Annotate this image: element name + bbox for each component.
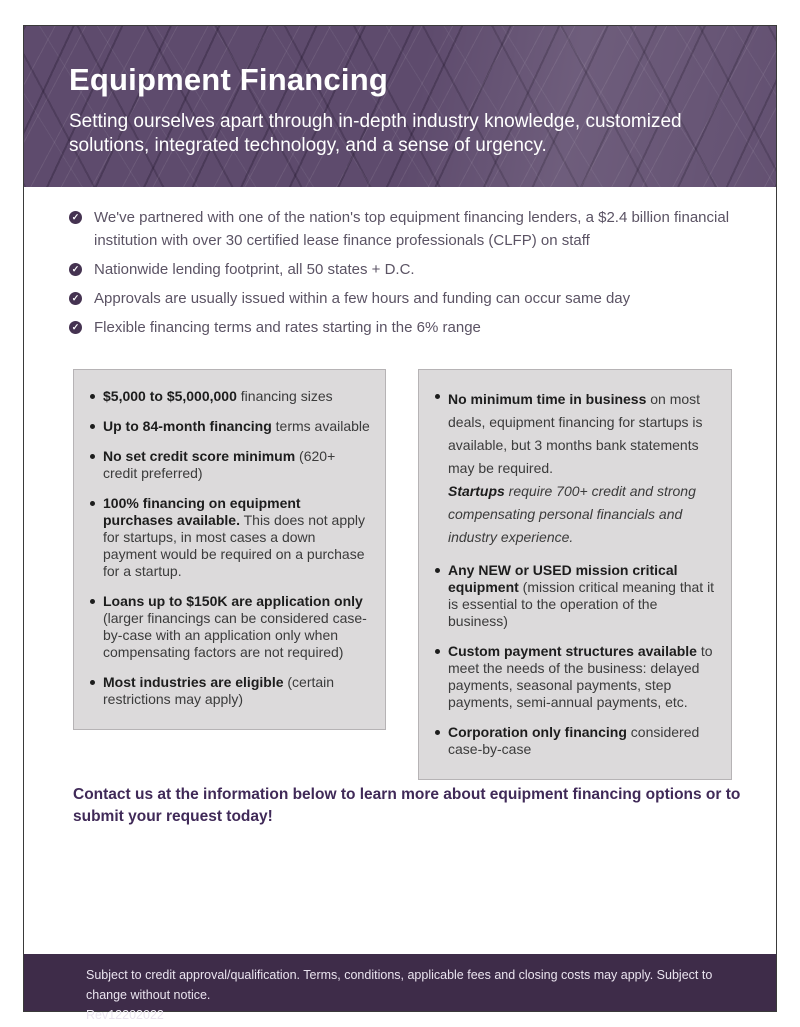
bullet-text: We've partnered with one of the nation's top equipment financing lenders, a $2.4 billion financial institution with over 30 certified lease finance professionals (CLFP) on staff (94, 209, 730, 249)
info-box-right (418, 369, 732, 780)
box-bullet (90, 418, 371, 435)
contact-line-1: Contact us at the information below to learn more about equipment financing options or to (73, 786, 741, 803)
info-box-left (73, 369, 386, 730)
box-bullet (90, 388, 371, 405)
page-title: Equipment Financing (69, 62, 388, 97)
intro-bullet (69, 287, 759, 310)
bullet-dot-icon (90, 394, 95, 399)
check-circle-icon: ✓ (69, 263, 82, 276)
bullet-dot-icon (435, 649, 440, 654)
bullet-text: No set credit score minimum (620+ credit preferred) (103, 448, 336, 481)
flyer-page (23, 25, 777, 1022)
bullet-text: Most industries are eligible (certain restrictions may apply) (103, 674, 335, 707)
intro-bullet (69, 258, 759, 281)
box-bullet (90, 593, 371, 661)
box-bullet (435, 643, 717, 711)
bullet-dot-icon (435, 394, 440, 399)
page-subtitle: Setting ourselves apart through in-depth industry knowledge, customized solutions, integrated technology, and a sense of urgency. (69, 111, 682, 156)
bullet-text: Up to 84-month financing terms available (103, 418, 370, 434)
box-bullet (435, 724, 717, 758)
bullet-dot-icon (90, 501, 95, 506)
bullet-text: 100% financing on equipment purchases available. This does not apply for startups, in most cases a down payment would be required on a purchase for a startup. (103, 495, 366, 579)
bullet-text: $5,000 to $5,000,000 financing sizes (103, 388, 333, 404)
check-circle-icon: ✓ (69, 292, 82, 305)
revision-label: Rev12202022 (86, 1008, 164, 1022)
intro-section (69, 206, 759, 345)
bullet-text: No minimum time in business on most deals, equipment financing for startups is available, but 3 months bank statements may be required. Startups require 700+ credit and strong compensating personal financials and industry experience. (448, 391, 703, 545)
bullet-dot-icon (90, 599, 95, 604)
check-circle-icon: ✓ (69, 321, 82, 334)
bullet-text: Any NEW or USED mission critical equipment (mission critical meaning that it is essential to the operation of the business) (448, 562, 715, 629)
bullet-dot-icon (90, 424, 95, 429)
check-circle-icon: ✓ (69, 211, 82, 224)
bullet-text: Nationwide lending footprint, all 50 states + D.C. (94, 261, 415, 278)
contact-text (73, 784, 763, 828)
disclaimer-text: Subject to credit approval/qualification. Terms, conditions, applicable fees and closing costs may apply. Subject to change without notice. (86, 968, 713, 1002)
bullet-dot-icon (90, 454, 95, 459)
info-box-left-list (90, 388, 371, 708)
footer-band (24, 954, 776, 1022)
intro-bullet (69, 206, 759, 252)
box-bullet (90, 448, 371, 482)
bullet-text: Custom payment structures available to meet the needs of the business: delayed payments, seasonal payments, step payments, semi-annual payments, etc. (448, 643, 713, 710)
intro-check-list (69, 206, 759, 339)
box-bullet (435, 562, 717, 630)
bullet-text: Loans up to $150K are application only (larger financings can be considered case-by-case with an application only when compensating factors are not required) (103, 593, 367, 660)
bullet-text: Flexible financing terms and rates starting in the 6% range (94, 319, 481, 336)
info-boxes-row (73, 369, 733, 780)
bullet-dot-icon (435, 730, 440, 735)
info-box-right-list (435, 388, 717, 758)
header-band (24, 26, 776, 187)
box-bullet (90, 495, 371, 580)
contact-line-2: submit your request today! (73, 808, 273, 825)
bullet-dot-icon (435, 568, 440, 573)
box-bullet (435, 388, 717, 549)
bullet-dot-icon (90, 680, 95, 685)
bullet-text: Approvals are usually issued within a few hours and funding can occur same day (94, 290, 631, 307)
box-bullet (90, 674, 371, 708)
bullet-text: Corporation only financing considered case-by-case (448, 724, 700, 757)
intro-bullet (69, 316, 759, 339)
